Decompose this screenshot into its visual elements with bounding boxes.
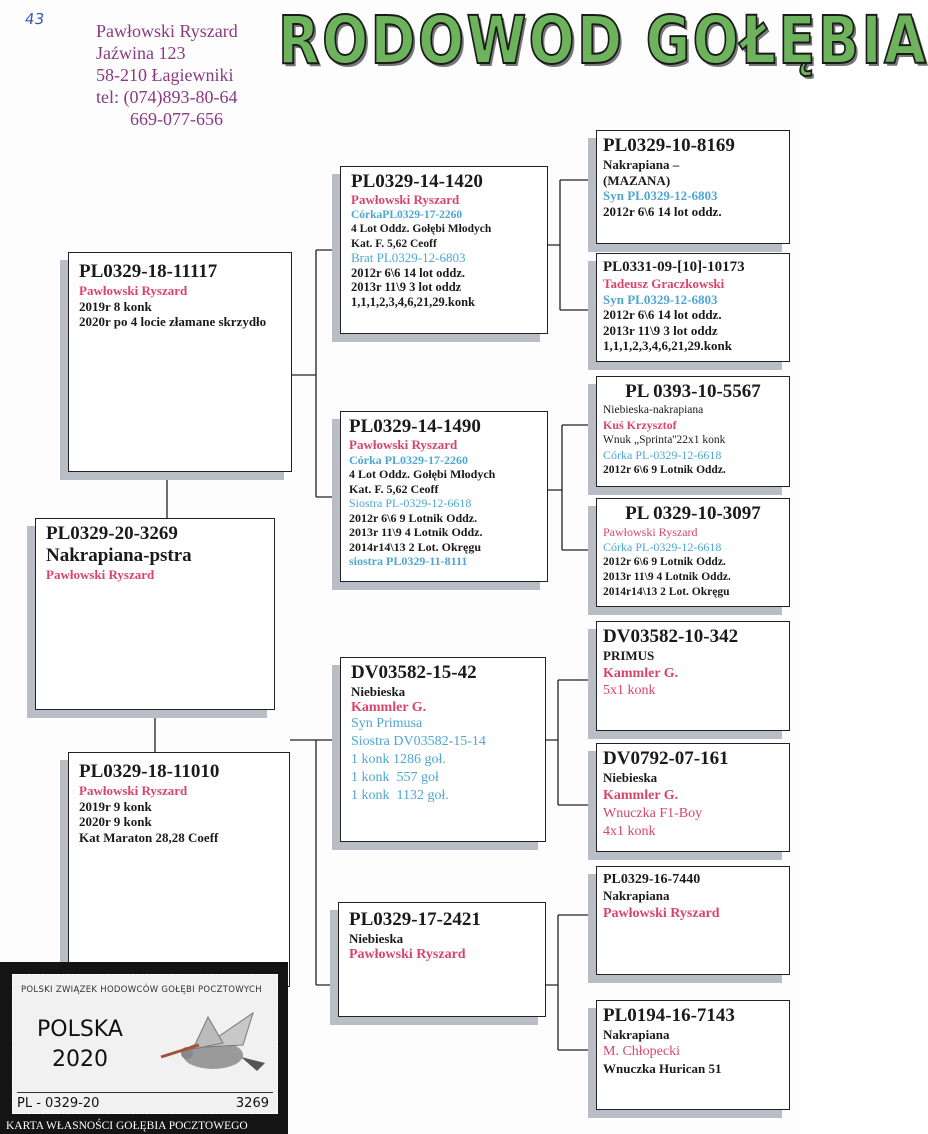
page-title: RODOWOD GOŁĘBIA: [278, 2, 928, 79]
owner: Pawłowski Ryszard: [349, 437, 458, 452]
owner: Kuś Krzysztof: [603, 418, 677, 432]
ring-number: PL 0329-10-3097: [625, 503, 761, 524]
sire-sire-box: [340, 166, 548, 334]
ring-number: PL0329-17-2421: [349, 909, 481, 930]
owner: Kammler G.: [351, 699, 427, 715]
note: 2013r 11\9 3 lot oddz: [603, 322, 718, 338]
note: 5x1 konk: [603, 682, 656, 698]
ring-number: PL0331-09-[10]-10173: [603, 259, 745, 275]
color: Niebieska: [351, 684, 406, 699]
ring-number: DV03582-10-342: [603, 626, 739, 647]
pigeon-icon: [153, 1005, 273, 1085]
ring-number: PL0329-16-7440: [603, 872, 701, 887]
note: 4x1 konk: [603, 823, 656, 839]
note: 2012r 6\6 9 Lotnik Oddz.: [603, 464, 726, 476]
breeder-mobile: 669-077-656: [130, 109, 223, 129]
note: 2014r14\13 2 Lot. Okręgu: [349, 539, 481, 554]
color: Niebieska: [603, 770, 658, 785]
ring-number: PL0329-10-8169: [603, 135, 735, 156]
owner: Kammler G.: [603, 787, 679, 803]
ring-number: PL 0393-10-5567: [625, 381, 761, 402]
breeder-name: Pawłowski Ryszard: [96, 21, 238, 41]
color: Nakrapiana: [603, 1027, 670, 1042]
owner: Tadeusz Graczkowski: [603, 276, 725, 291]
relation: Córka PL0329-17-2260: [349, 452, 468, 467]
breeder-phone: tel: (074)893-80-64: [96, 87, 238, 107]
color: Nakrapiana –: [603, 157, 680, 172]
card-footer: KARTA WŁASNOŚCI GOŁĘBIA POCZTOWEGO: [6, 1120, 248, 1132]
dsd-box: [596, 743, 790, 852]
note: 1,1,1,2,3,4,6,21,29.konk: [351, 294, 475, 309]
card-year: 2020: [51, 1047, 108, 1072]
owner: M. Chłopecki: [603, 1043, 680, 1059]
note: Wnuczka Hurican 51: [603, 1060, 722, 1076]
note: Kat. F. 5,62 Ceoff: [349, 481, 439, 496]
sss-box: [596, 130, 790, 244]
note: 2013r 11\9 3 lot oddz: [351, 280, 462, 294]
sdd-box: [596, 498, 790, 607]
owner: Pawłowski Ryszard: [46, 567, 155, 582]
ring-number: DV03582-15-42: [351, 662, 477, 683]
card-body: [12, 974, 278, 1114]
card-ring-prefix: PL - 0329-20: [17, 1096, 100, 1111]
color: Niebieska-nakrapiana: [603, 404, 704, 416]
owner: Pawłowski Ryszard: [79, 783, 188, 798]
note: Wnuczka F1-Boy: [603, 805, 703, 821]
owner: Pawłowski Ryszard: [603, 905, 720, 921]
card-organization: POLSKI ZWIĄZEK HODOWCÓW GOŁĘBI POCZTOWYCH: [21, 985, 262, 995]
note: 2012r 6\6 14 lot oddz.: [603, 203, 722, 219]
card-divider: [17, 1092, 273, 1093]
ring-number: PL0329-18-11010: [79, 761, 220, 782]
sire-dam-box: [340, 411, 548, 582]
card-ring-number: 3269: [235, 1096, 269, 1111]
note: Kat Maraton 28,28 Coeff: [79, 829, 219, 845]
sds-box: [596, 376, 790, 487]
ring-number: PL0329-20-3269: [46, 523, 178, 544]
note: 1 konk 557 goł: [351, 770, 439, 785]
relation: Córka PL-0329-12-6618: [603, 448, 722, 462]
owner: Kammler G.: [603, 665, 679, 681]
note: 2013r 11\9 4 Lotnik Oddz.: [603, 571, 731, 583]
note: 2012r 6\6 9 Lotnik Oddz.: [349, 510, 478, 525]
dam-sire-box: [340, 657, 546, 842]
note: 2014r14\13 2 Lot. Okręgu: [603, 586, 730, 598]
color: Nakrapiana-pstra: [46, 545, 192, 566]
owner: Pawłowski Ryszard: [79, 283, 188, 298]
breeder-city: 58-210 Łagiewniki: [96, 65, 234, 85]
note: Wnuk „Sprinta''22x1 konk: [603, 434, 726, 446]
relation: CórkaPL0329-17-2260: [351, 208, 463, 221]
color: (MAZANA): [603, 172, 671, 188]
note: 2020r 9 konk: [79, 814, 152, 829]
note: 4 Lot Oddz. Gołębi Młodych: [351, 223, 492, 235]
relation: Siostra PL-0329-12-6618: [349, 496, 472, 510]
note: 1,1,1,2,3,4,6,21,29.konk: [603, 338, 732, 353]
ring-number: PL0194-16-7143: [603, 1005, 735, 1026]
ring-number: DV0792-07-161: [603, 748, 729, 769]
owner: Pawłowski Ryszard: [603, 525, 698, 539]
relation: Syn PL0329-12-6803: [603, 188, 718, 203]
note: 2012r 6\6 14 lot oddz.: [603, 307, 722, 322]
relation: Syn PL0329-12-6803: [603, 291, 718, 307]
note: 2013r 11\9 4 Lotnik Oddz.: [349, 525, 483, 539]
ring-number: PL0329-18-11117: [79, 261, 218, 282]
color: Niebieska: [349, 931, 404, 946]
relation: siostra PL0329-11-8111: [349, 554, 468, 568]
note: 2012r 6\6 14 lot oddz.: [351, 265, 466, 280]
dam-dam-box: [338, 902, 546, 1017]
card-country: POLSKA: [37, 1017, 123, 1042]
color: Nakrapiana: [603, 888, 670, 903]
note: 2020r po 4 locie złamane skrzydło: [79, 314, 267, 329]
card-country-year: [37, 1015, 123, 1075]
subject-box: [35, 518, 275, 710]
ddd-box: [596, 1000, 790, 1110]
ring-number: PL0329-14-1490: [349, 416, 481, 437]
note: 2019r 8 konk: [79, 298, 152, 314]
dam-box: [68, 752, 290, 987]
sire-box: [68, 252, 292, 472]
note: Syn Primusa: [351, 716, 423, 731]
note: Siostra DV03582-15-14: [351, 734, 486, 749]
page-number-handwritten: 43: [23, 10, 46, 28]
note: 2012r 6\6 9 Lotnik Oddz.: [603, 556, 726, 568]
note: Kat. F. 5,62 Ceoff: [351, 237, 437, 250]
name: PRIMUS: [603, 648, 655, 663]
relation: Brat PL0329-12-6803: [351, 250, 466, 265]
note: 1 konk 1132 goł.: [351, 788, 449, 803]
owner: Pawłowski Ryszard: [351, 192, 460, 207]
breeder-address: [96, 20, 238, 130]
ownership-card: [0, 962, 288, 1134]
dss-box: [596, 621, 790, 731]
dds-box: [596, 866, 790, 975]
note: 2019r 9 konk: [79, 798, 152, 814]
note: 4 Lot Oddz. Gołębi Młodych: [349, 467, 496, 481]
owner: Pawłowski Ryszard: [349, 946, 466, 962]
relation: Córka PL-0329-12-6618: [603, 540, 722, 554]
breeder-street: Jaźwina 123: [96, 43, 186, 63]
ssd-box: [596, 253, 790, 362]
ring-number: PL0329-14-1420: [351, 171, 483, 192]
note: 1 konk 1286 goł.: [351, 752, 446, 767]
